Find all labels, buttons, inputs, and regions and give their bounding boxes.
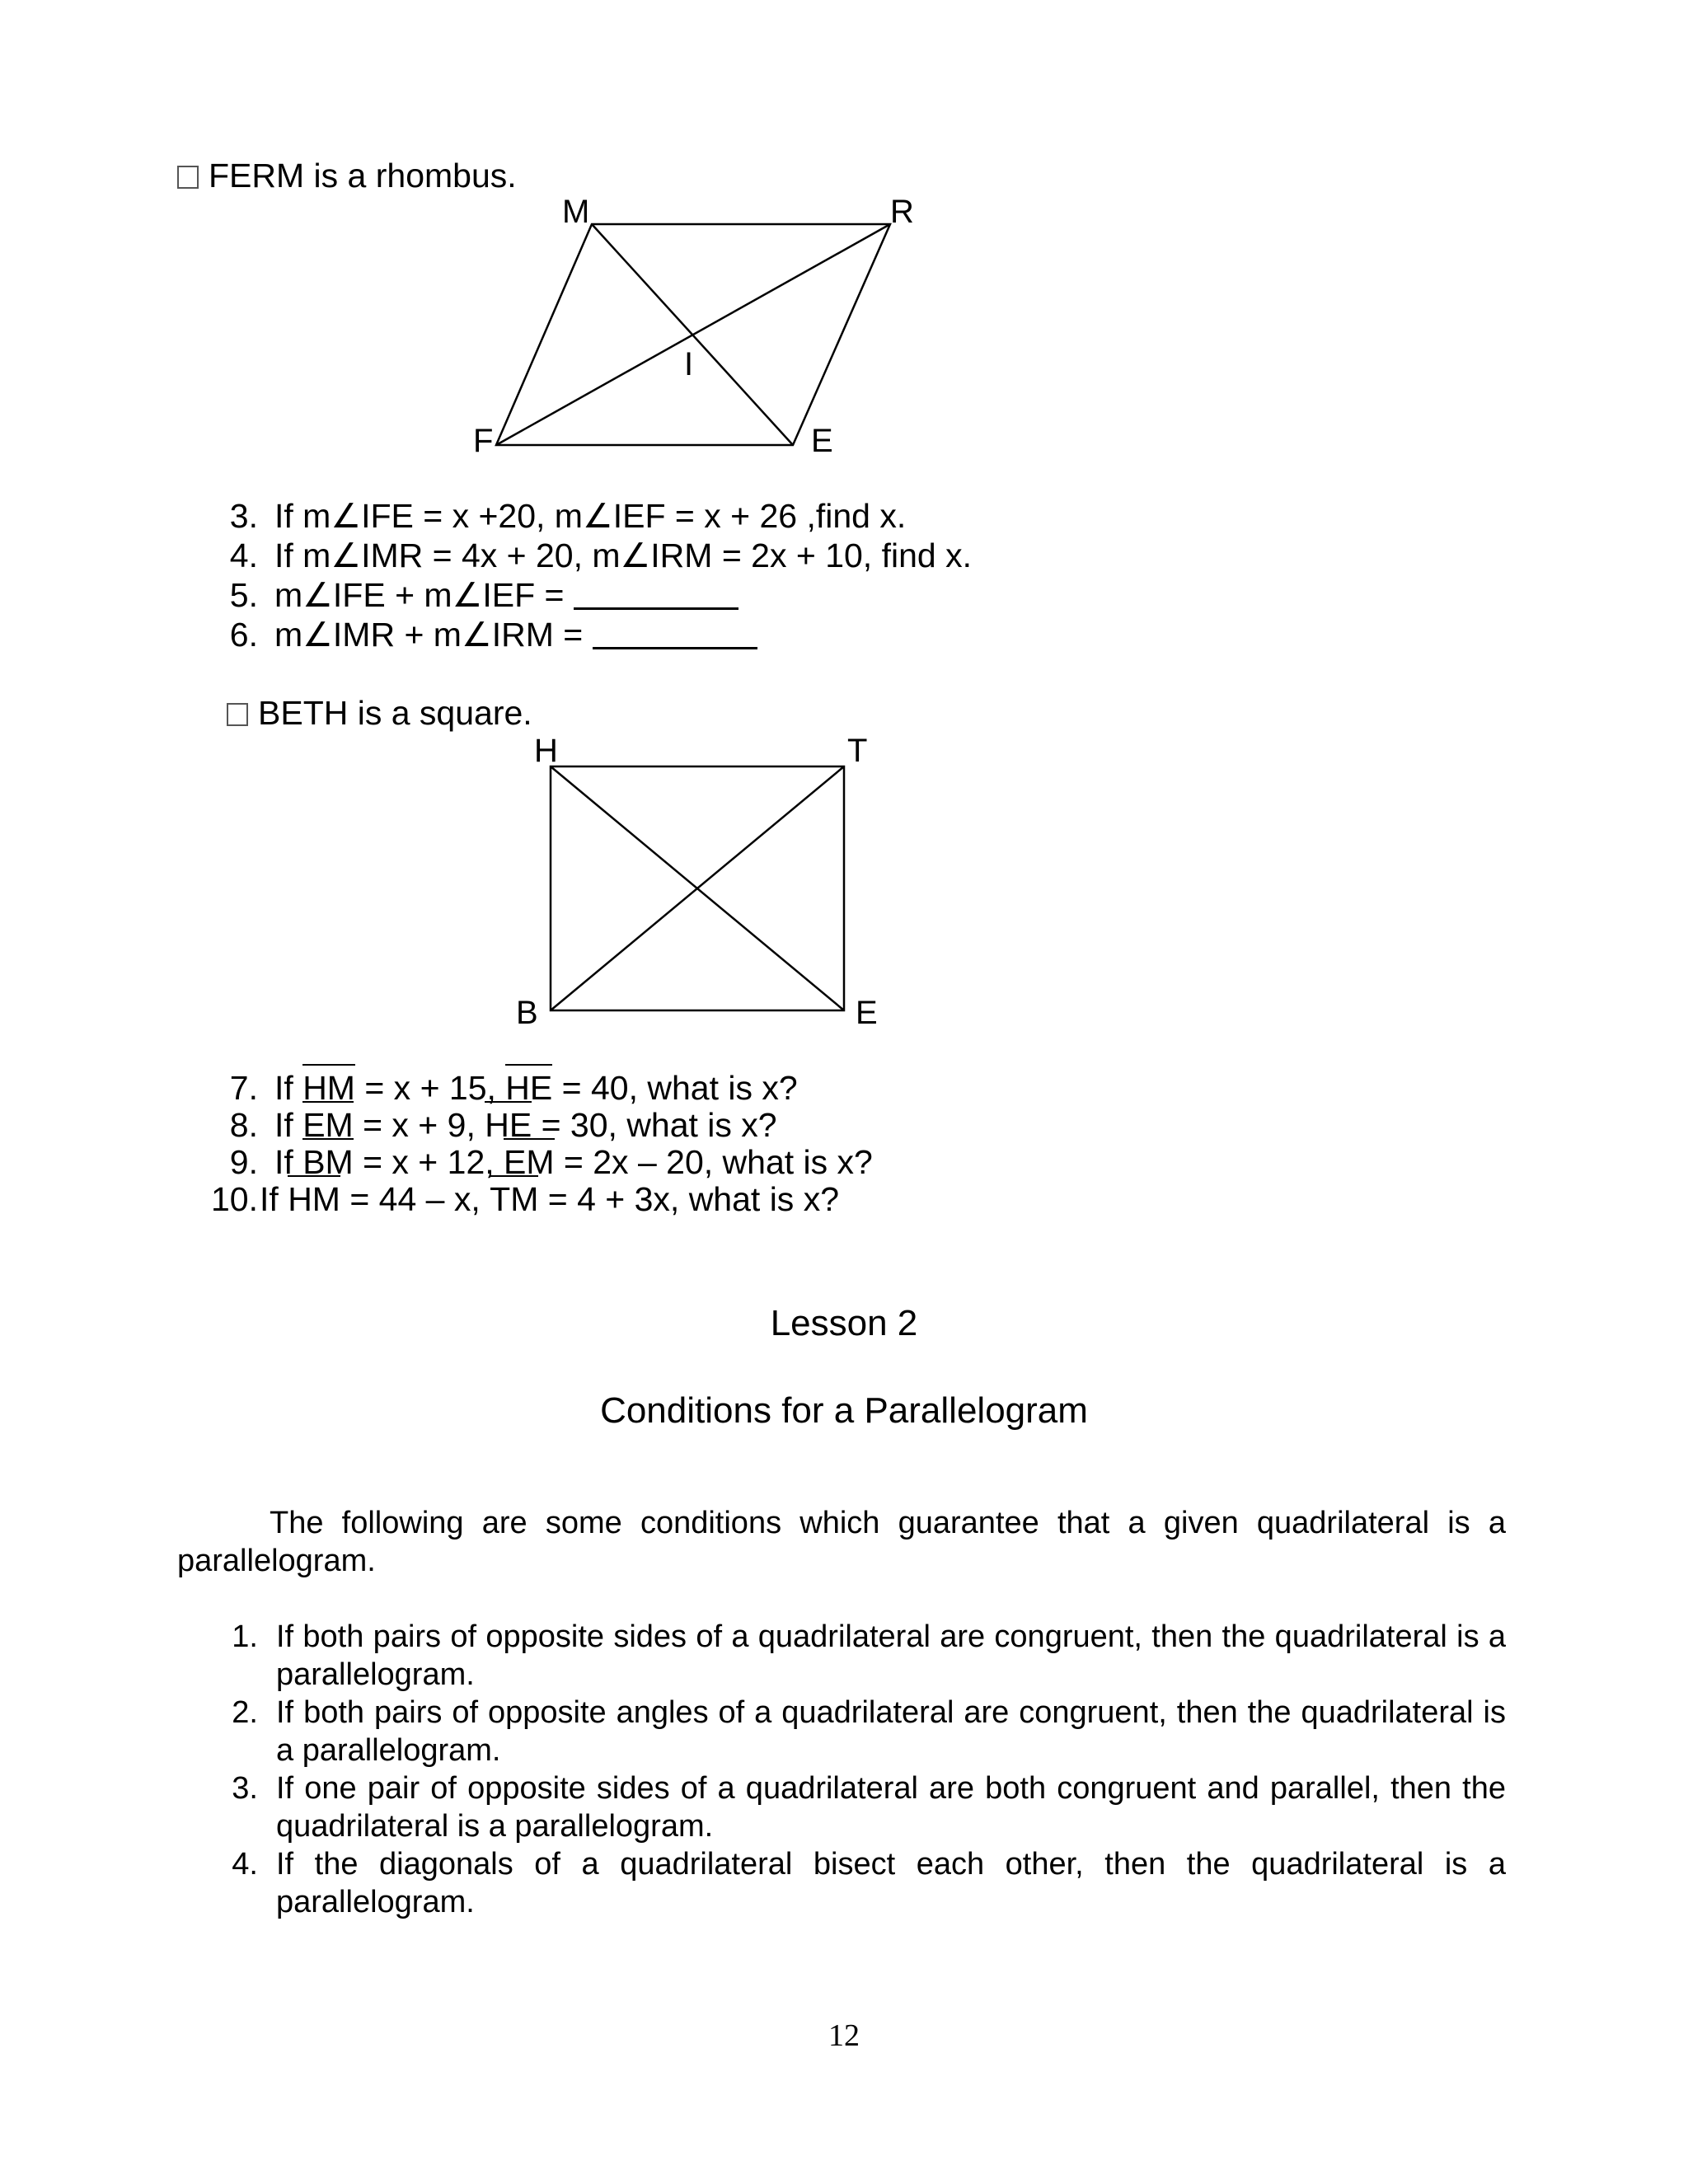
rhombus-heading: FERM is a rhombus. — [177, 157, 517, 195]
question-8: 8. If EM = x + 9, HE = 30, what is x? — [229, 1106, 777, 1144]
vertex-label-h: H — [534, 733, 558, 769]
list-item: 2. If both pairs of opposite angles of a quadrilateral are congruent, then the quadrilateral is a parallelogram. — [232, 1695, 1506, 1768]
square-diagram — [0, 709, 1688, 1038]
vertex-label-r: R — [890, 194, 914, 230]
conditions-list — [210, 1618, 1506, 1921]
rhombus-diagram — [0, 0, 1688, 494]
lesson-title: Lesson 2 — [770, 1303, 918, 1343]
question-4: 4. If m∠IMR = 4x + 20, m∠IRM = 2x + 10, find x. — [229, 537, 972, 574]
vertex-label-m: M — [562, 194, 590, 230]
page-number: 12 — [828, 2018, 860, 2053]
vertex-label-e: E — [811, 423, 833, 459]
question-3: 3. If m∠IFE = x +20, m∠IEF = x + 26 ,find x. — [229, 497, 907, 535]
lesson-subtitle: Conditions for a Parallelogram — [600, 1390, 1088, 1431]
intro-paragraph: The following are some conditions which guarantee that a given quadrilateral is a parallelogram. — [177, 1506, 1506, 1578]
vertex-label-t: T — [847, 733, 868, 769]
diagonal-rf — [496, 224, 890, 445]
question-5: 5. m∠IFE + m∠IEF = — [210, 576, 738, 615]
answer-blank[interactable] — [593, 619, 757, 649]
vertex-label-b: B — [516, 995, 538, 1031]
list-item: 4. If the diagonals of a quadrilateral bisect each other, then the quadrilateral is a parallelogram. — [232, 1847, 1506, 1919]
vertex-label-f: F — [473, 423, 494, 459]
square-heading: BETH is a square. — [227, 694, 532, 733]
question-10: 10.If HM = 44 – x, TM = 4 + 3x, what is x? — [211, 1180, 839, 1218]
vertex-label-i: I — [684, 346, 694, 382]
answer-blank[interactable] — [574, 579, 738, 610]
vertex-label-e: E — [856, 995, 878, 1031]
list-item: 1. If both pairs of opposite sides of a quadrilateral are congruent, then the quadrilateral is a parallelogram. — [232, 1619, 1506, 1692]
question-9: 9. If BM = x + 12, EM = 2x – 20, what is x? — [229, 1143, 873, 1181]
question-6: 6. m∠IMR + m∠IRM = — [210, 616, 757, 654]
question-7: 7. If HM = x + 15, HE = 40, what is x? — [229, 1069, 798, 1107]
list-item: 3. If one pair of opposite sides of a quadrilateral are both congruent and parallel, then the quadrilateral is a parallelogram. — [232, 1771, 1506, 1844]
